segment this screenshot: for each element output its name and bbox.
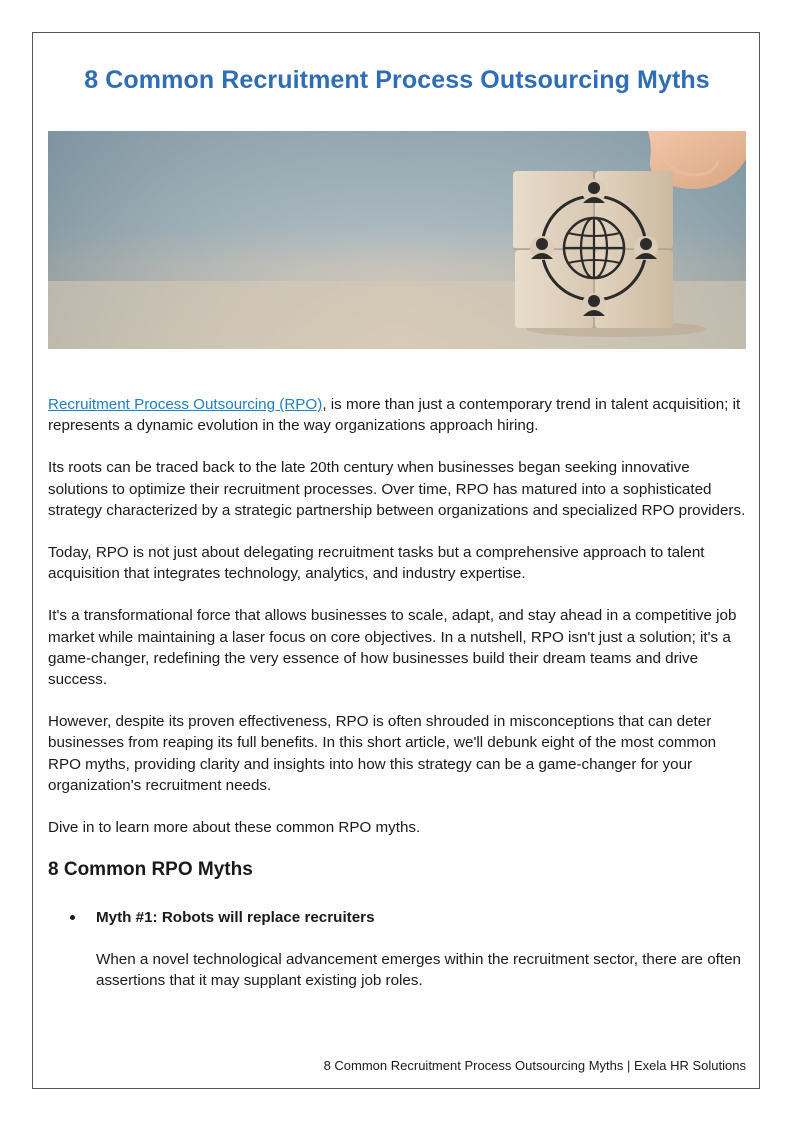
paragraph: Today, RPO is not just about delegating recruitment tasks but a comprehensive approach to talent acquisition that integrates technology, analytics, and industry expertise. — [48, 544, 705, 583]
bullet-icon — [70, 915, 75, 920]
document-title: 8 Common Recruitment Process Outsourcing Myths — [84, 66, 710, 94]
intro-paragraph — [48, 394, 748, 436]
section-heading: 8 Common RPO Myths — [48, 859, 253, 881]
intro-text: , is more than just a contemporary trend in talent acquisition; it represents a dynamic evolution in the way organizations approach hiring. — [48, 396, 741, 435]
myth-1-bullet — [48, 907, 748, 928]
paragraph: It's a transformational force that allows businesses to scale, adapt, and stay ahead in a competitive job market while maintaining a laser focus on core objectives. In a nutshell, RPO isn't just a solution; it's a game-changer, redefining the very essence of how businesses build their dream teams and drive success. — [48, 607, 737, 689]
hero-image — [48, 131, 746, 349]
page-footer: 8 Common Recruitment Process Outsourcing Myths | Exela HR Solutions — [323, 1058, 746, 1073]
myth-1-body: When a novel technological advancement emerges within the recruitment sector, there are often assertions that it may supplant existing job roles. — [96, 950, 741, 989]
paragraph: Dive in to learn more about these common RPO myths. — [48, 819, 421, 837]
article-body — [48, 394, 748, 1012]
hero-photo-illustration — [48, 131, 746, 349]
rpo-link[interactable]: Recruitment Process Outsourcing (RPO) — [48, 396, 323, 413]
paragraph: Its roots can be traced back to the late 20th century when businesses began seeking innovative solutions to optimize their recruitment processes. Over time, RPO has matured into a sophisticated strategy characterized by a strategic partnership between organizations and specialized RPO providers. — [48, 459, 746, 519]
myth-1-heading: Myth #1: Robots will replace recruiters — [96, 909, 375, 927]
paragraph: However, despite its proven effectiveness, RPO is often shrouded in misconceptions that can deter businesses from reaping its full benefits. In this short article, we'll debunk eight of the most common RPO myths, providing clarity and insights into how this strategy can be a game-changer for your organization's recruitment needs. — [48, 713, 717, 794]
